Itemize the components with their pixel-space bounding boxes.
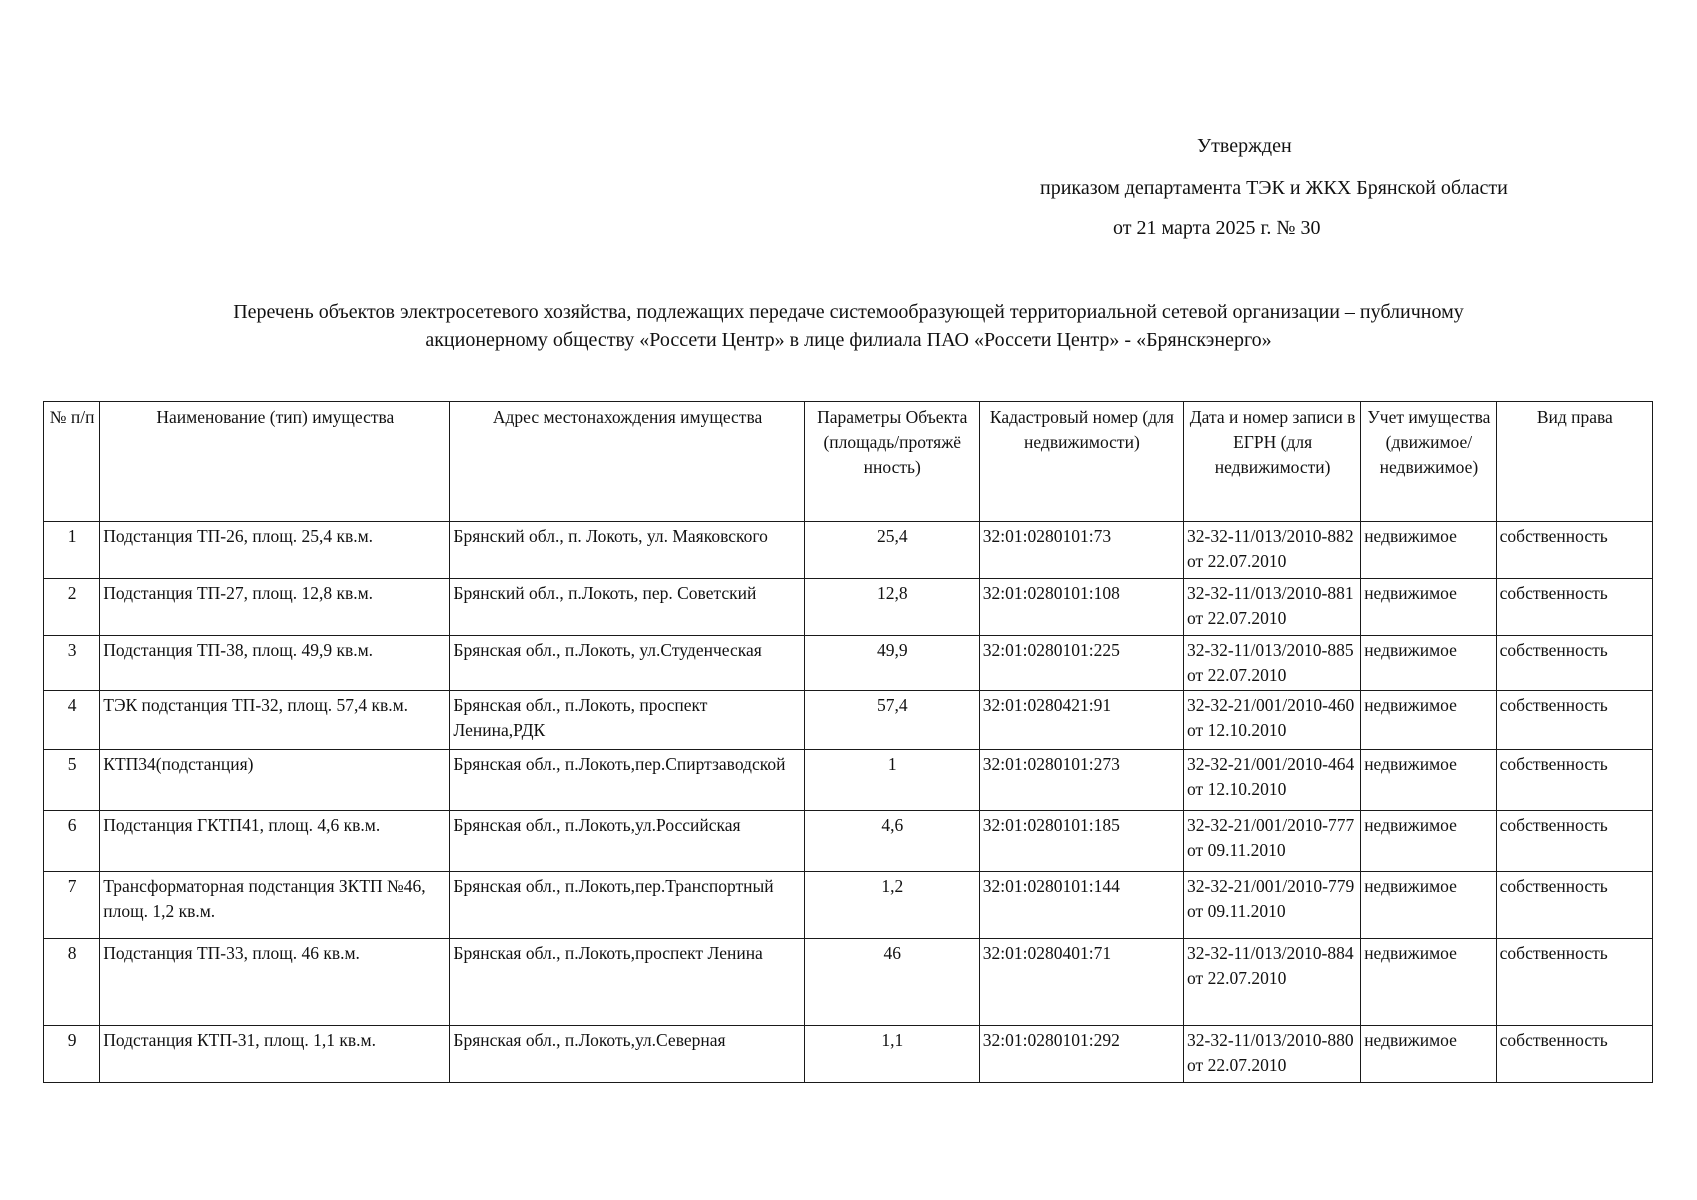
document-title-line-1: Перечень объектов электросетевого хозяйства, подлежащих передаче системообразующей территориальной сетевой организации – публичному [233, 301, 1464, 323]
cell-property-accounting: недвижимое [1361, 522, 1496, 579]
cell-parameters: 57,4 [804, 691, 979, 750]
cell-right-type: собственность [1496, 636, 1652, 691]
cell-property-accounting: недвижимое [1361, 750, 1496, 811]
cell-address: Брянская обл., п.Локоть, проспект Ленина,РДК [450, 691, 804, 750]
cell-property-accounting: недвижимое [1361, 939, 1496, 1026]
cell-cadastral-number: 32:01:0280421:91 [979, 691, 1183, 750]
cell-number: 2 [44, 579, 100, 636]
cell-cadastral-number: 32:01:0280101:144 [979, 872, 1183, 939]
cell-right-type: собственность [1496, 522, 1652, 579]
cell-number: 4 [44, 691, 100, 750]
cell-address: Брянская обл., п.Локоть,ул.Северная [450, 1026, 804, 1083]
cell-right-type: собственность [1496, 691, 1652, 750]
cell-number: 7 [44, 872, 100, 939]
cell-parameters: 25,4 [804, 522, 979, 579]
table-row [44, 636, 1653, 691]
cell-number: 1 [44, 522, 100, 579]
table-row [44, 691, 1653, 750]
cell-right-type: собственность [1496, 1026, 1652, 1083]
header-right-type: Вид права [1496, 402, 1652, 522]
cell-egrn-record: 32-32-21/001/2010-779 от 09.11.2010 [1184, 872, 1361, 939]
cell-cadastral-number: 32:01:0280101:273 [979, 750, 1183, 811]
cell-property-accounting: недвижимое [1361, 811, 1496, 872]
cell-parameters: 46 [804, 939, 979, 1026]
cell-parameters: 4,6 [804, 811, 979, 872]
table-row [44, 872, 1653, 939]
cell-right-type: собственность [1496, 811, 1652, 872]
table-row [44, 579, 1653, 636]
cell-egrn-record: 32-32-21/001/2010-460 от 12.10.2010 [1184, 691, 1361, 750]
header-parameters: Параметры Объекта (площадь/протяжё нность) [804, 402, 979, 522]
cell-address: Брянская обл., п.Локоть, ул.Студенческая [450, 636, 804, 691]
cell-property-accounting: недвижимое [1361, 691, 1496, 750]
cell-number: 9 [44, 1026, 100, 1083]
cell-property-name: ТЭК подстанция ТП-32, площ. 57,4 кв.м. [100, 691, 450, 750]
cell-property-name: Подстанция ТП-33, площ. 46 кв.м. [100, 939, 450, 1026]
header-number: № п/п [44, 402, 100, 522]
cell-parameters: 12,8 [804, 579, 979, 636]
cell-cadastral-number: 32:01:0280101:292 [979, 1026, 1183, 1083]
cell-number: 8 [44, 939, 100, 1026]
cell-property-accounting: недвижимое [1361, 579, 1496, 636]
table-header-row [44, 402, 1653, 522]
cell-right-type: собственность [1496, 750, 1652, 811]
cell-number: 3 [44, 636, 100, 691]
cell-cadastral-number: 32:01:0280101:185 [979, 811, 1183, 872]
header-property-accounting: Учет имущества (движимое/ недвижимое) [1361, 402, 1496, 522]
approval-line-approved: Утвержден [1197, 135, 1292, 157]
header-egrn-record: Дата и номер записи в ЕГРН (для недвижимости) [1184, 402, 1361, 522]
table-row [44, 1026, 1653, 1083]
cell-parameters: 49,9 [804, 636, 979, 691]
table-row [44, 750, 1653, 811]
cell-address: Брянский обл., п. Локоть, ул. Маяковского [450, 522, 804, 579]
cell-property-name: КТП34(подстанция) [100, 750, 450, 811]
approval-line-date: от 21 марта 2025 г. № 30 [1113, 217, 1321, 239]
approval-line-order: приказом департамента ТЭК и ЖКХ Брянской области [1040, 177, 1508, 199]
cell-address: Брянская обл., п.Локоть,пер.Транспортный [450, 872, 804, 939]
cell-property-name: Подстанция ГКТП41, площ. 4,6 кв.м. [100, 811, 450, 872]
document-title [100, 298, 1597, 354]
cell-property-name: Трансформаторная подстанция ЗКТП №46, площ. 1,2 кв.м. [100, 872, 450, 939]
cell-cadastral-number: 32:01:0280401:71 [979, 939, 1183, 1026]
cell-cadastral-number: 32:01:0280101:225 [979, 636, 1183, 691]
cell-property-accounting: недвижимое [1361, 636, 1496, 691]
cell-right-type: собственность [1496, 939, 1652, 1026]
cell-egrn-record: 32-32-11/013/2010-881 от 22.07.2010 [1184, 579, 1361, 636]
cell-property-name: Подстанция ТП-38, площ. 49,9 кв.м. [100, 636, 450, 691]
cell-egrn-record: 32-32-21/001/2010-464 от 12.10.2010 [1184, 750, 1361, 811]
property-table [43, 401, 1653, 1083]
cell-address: Брянская обл., п.Локоть,проспект Ленина [450, 939, 804, 1026]
cell-property-name: Подстанция ТП-26, площ. 25,4 кв.м. [100, 522, 450, 579]
cell-number: 6 [44, 811, 100, 872]
property-table-wrapper [43, 401, 1653, 1083]
cell-cadastral-number: 32:01:0280101:108 [979, 579, 1183, 636]
cell-parameters: 1,2 [804, 872, 979, 939]
table-row [44, 811, 1653, 872]
cell-number: 5 [44, 750, 100, 811]
table-row [44, 522, 1653, 579]
document-title-line-2: акционерному обществу «Россети Центр» в лице филиала ПАО «Россети Центр» - «Брянскэнерго» [425, 329, 1272, 351]
cell-egrn-record: 32-32-11/013/2010-884 от 22.07.2010 [1184, 939, 1361, 1026]
cell-property-name: Подстанция ТП-27, площ. 12,8 кв.м. [100, 579, 450, 636]
cell-property-name: Подстанция КТП-31, площ. 1,1 кв.м. [100, 1026, 450, 1083]
cell-cadastral-number: 32:01:0280101:73 [979, 522, 1183, 579]
table-row [44, 939, 1653, 1026]
cell-address: Брянская обл., п.Локоть,ул.Российская [450, 811, 804, 872]
cell-egrn-record: 32-32-11/013/2010-880 от 22.07.2010 [1184, 1026, 1361, 1083]
cell-property-accounting: недвижимое [1361, 1026, 1496, 1083]
cell-address: Брянский обл., п.Локоть, пер. Советский [450, 579, 804, 636]
header-cadastral-number: Кадастровый номер (для недвижимости) [979, 402, 1183, 522]
cell-address: Брянская обл., п.Локоть,пер.Спиртзаводской [450, 750, 804, 811]
cell-property-accounting: недвижимое [1361, 872, 1496, 939]
header-address: Адрес местонахождения имущества [450, 402, 804, 522]
header-property-name: Наименование (тип) имущества [100, 402, 450, 522]
cell-egrn-record: 32-32-21/001/2010-777 от 09.11.2010 [1184, 811, 1361, 872]
cell-right-type: собственность [1496, 872, 1652, 939]
cell-right-type: собственность [1496, 579, 1652, 636]
cell-egrn-record: 32-32-11/013/2010-885 от 22.07.2010 [1184, 636, 1361, 691]
cell-egrn-record: 32-32-11/013/2010-882 от 22.07.2010 [1184, 522, 1361, 579]
cell-parameters: 1 [804, 750, 979, 811]
cell-parameters: 1,1 [804, 1026, 979, 1083]
